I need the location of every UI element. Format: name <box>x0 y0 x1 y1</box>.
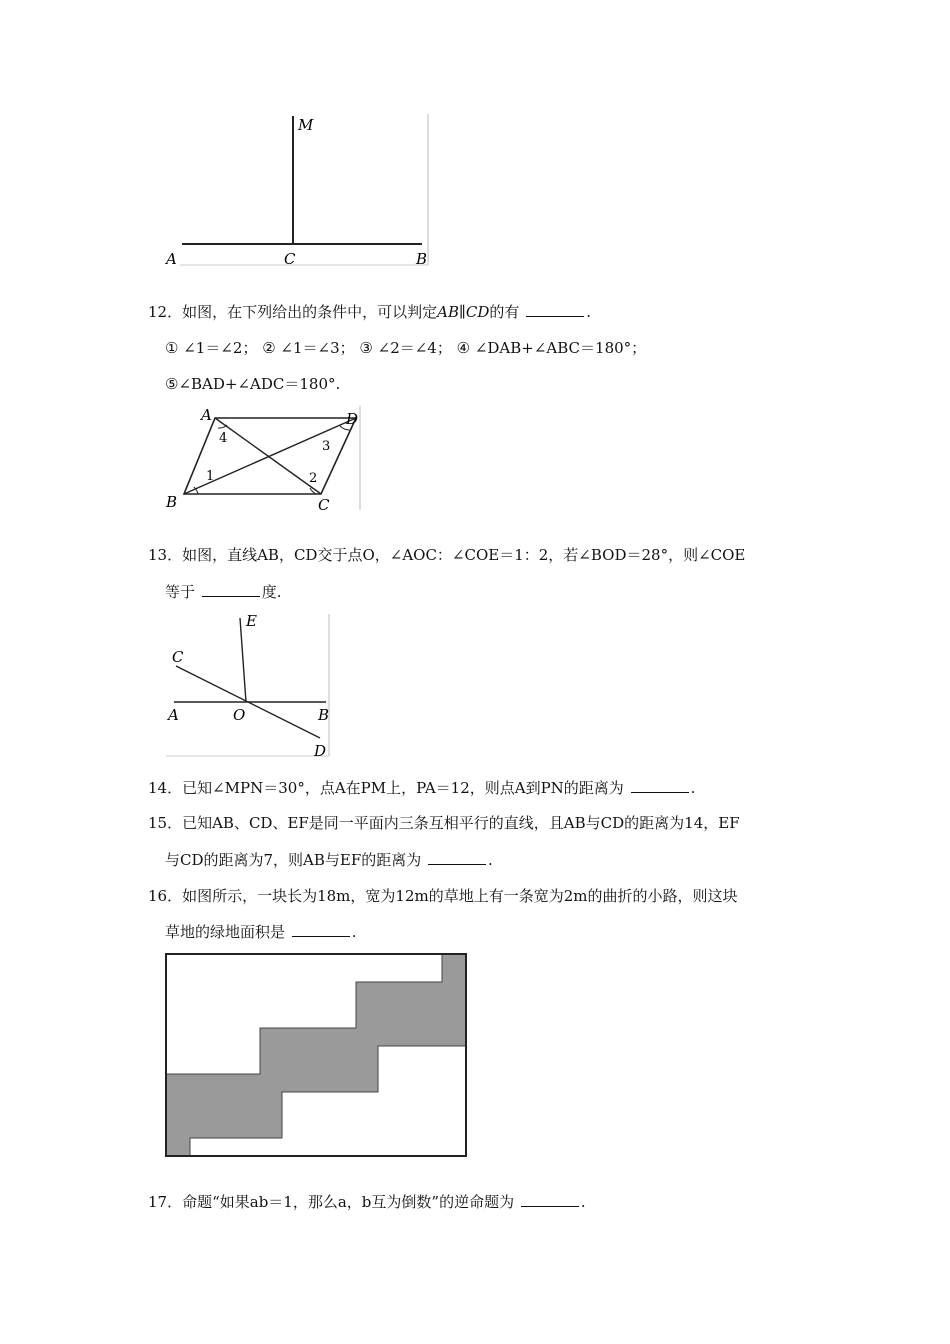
q13-line2b: 度. <box>261 583 282 601</box>
label-angle-3: 3 <box>322 439 331 454</box>
figure-13 <box>160 610 335 760</box>
q14-text: 已知∠MPN＝30°，点A在PM上，PA＝12，则点A到PN的距离为 <box>182 779 624 797</box>
q17-end: . <box>580 1193 586 1211</box>
label-O: O <box>233 706 246 724</box>
diagonal-AC <box>215 418 321 494</box>
q14-answer-blank[interactable] <box>631 778 689 793</box>
q12-options-line1: ① ∠1＝∠2； ② ∠1＝∠3； ③ ∠2＝∠4； ④ ∠DAB+∠ABC＝180°； <box>165 339 647 357</box>
q12-number: 12． <box>148 303 183 321</box>
q16-line1: 如图所示，一块长为18m，宽为12m的草地上有一条宽为2m的曲折的小路，则这块 <box>182 887 738 905</box>
q16-number: 16． <box>148 887 183 905</box>
label-D: D <box>314 742 327 760</box>
figure-12 <box>160 402 365 514</box>
label-A: A <box>166 250 177 268</box>
q17-answer-blank[interactable] <box>521 1192 579 1207</box>
label-angle-4: 4 <box>219 431 228 446</box>
label-C: C <box>318 496 330 514</box>
q17-number: 17． <box>148 1193 183 1211</box>
q16-line2-text: 草地的绿地面积是 <box>165 923 286 941</box>
q13-line2a: 等于 <box>165 583 196 601</box>
question-12 <box>148 302 591 322</box>
q15-number: 15． <box>148 814 183 832</box>
q12-end: . <box>586 303 591 321</box>
label-B: B <box>166 493 178 511</box>
q12-text2: 的有 <box>489 303 520 321</box>
q15-end: . <box>488 851 493 869</box>
q12-text: 如图，在下列给出的条件中，可以判定 <box>182 303 438 321</box>
label-M: M <box>298 116 314 134</box>
q13-line1: 如图，直线AB，CD交于点O，∠AOC：∠COE＝1：2，若∠BOD＝28°，则∠COE <box>182 546 746 564</box>
question-16 <box>148 886 738 906</box>
label-E: E <box>246 612 257 630</box>
q15-line2-text: 与CD的距离为7，则AB与EF的距离为 <box>165 851 422 869</box>
label-C: C <box>284 250 296 268</box>
q16-end: . <box>351 923 357 941</box>
question-15 <box>148 813 740 833</box>
q13-answer-blank[interactable] <box>202 582 260 597</box>
label-B: B <box>318 706 330 724</box>
q16-line2 <box>165 922 357 942</box>
arc-angle-4 <box>218 425 227 428</box>
label-A: A <box>168 706 179 724</box>
q12-relation: AB∥CD <box>437 303 490 321</box>
q17-text: 命题“如果ab＝1，那么a，b互为倒数”的逆命题为 <box>182 1193 515 1211</box>
q13-number: 13． <box>148 546 183 564</box>
label-C: C <box>172 648 184 666</box>
label-angle-2: 2 <box>309 471 318 486</box>
q15-answer-blank[interactable] <box>428 850 486 865</box>
q15-line1: 已知AB、CD、EF是同一平面内三条互相平行的直线，且AB与CD的距离为14，EF <box>182 814 740 832</box>
label-D: D <box>346 410 359 428</box>
question-17 <box>148 1192 586 1212</box>
q12-options-line2: ⑤∠BAD+∠ADC＝180°. <box>165 375 341 393</box>
winding-path <box>166 954 466 1156</box>
q13-line2 <box>165 582 282 602</box>
figure-11 <box>160 110 435 270</box>
q14-number: 14． <box>148 779 183 797</box>
label-A: A <box>201 406 212 424</box>
q15-line2 <box>165 850 493 870</box>
label-angle-1: 1 <box>206 469 215 484</box>
q12-answer-blank[interactable] <box>526 302 584 317</box>
q16-answer-blank[interactable] <box>292 922 350 937</box>
ray-OE <box>240 618 246 702</box>
question-13 <box>148 545 745 565</box>
q14-end: . <box>690 779 696 797</box>
question-14 <box>148 778 695 798</box>
figure-16 <box>164 952 470 1160</box>
label-B: B <box>416 250 428 268</box>
